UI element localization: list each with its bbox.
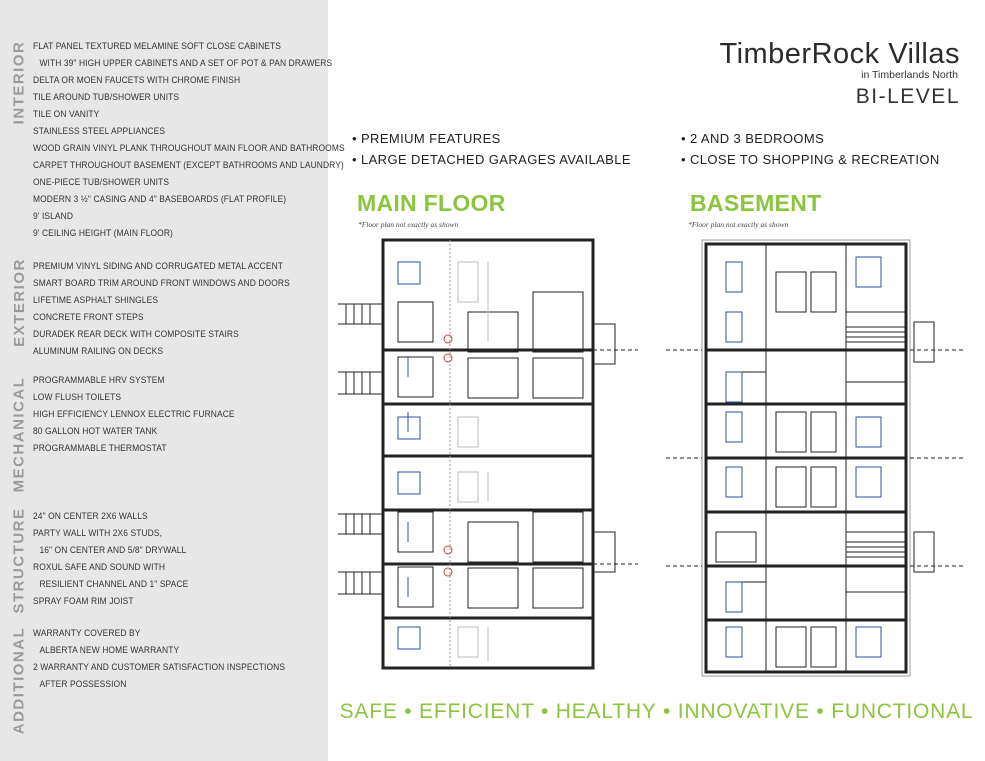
list-item: HIGH EFFICIENCY LENNOX ELECTRIC FURNACE	[33, 409, 235, 419]
list-item: AFTER POSSESSION	[39, 679, 127, 689]
list-item: LOW FLUSH TOILETS	[33, 392, 122, 402]
list-item: WOOD GRAIN VINYL PLANK THROUGHOUT MAIN FLOOR AND BATHROOMS	[33, 143, 345, 153]
list-item: 9' CEILING HEIGHT (MAIN FLOOR)	[33, 228, 173, 238]
structure-label-text: STRUCTURE	[10, 507, 28, 613]
features-right	[681, 128, 940, 170]
list-item: DELTA OR MOEN FAUCETS WITH CHROME FINISH	[33, 75, 241, 85]
mechanical-label	[10, 372, 28, 496]
additional-section	[0, 625, 328, 735]
list-item: PROGRAMMABLE HRV SYSTEM	[33, 375, 165, 385]
additional-list	[33, 625, 307, 693]
home-type: BI-LEVEL	[855, 85, 960, 108]
list-item: LIFETIME ASPHALT SHINGLES	[33, 295, 159, 305]
list-item: SPRAY FOAM RIM JOIST	[33, 596, 134, 606]
list-item: FLAT PANEL TEXTURED MELAMINE SOFT CLOSE CABINETS	[33, 41, 282, 51]
additional-label-text: ADDITIONAL	[10, 626, 28, 734]
list-item: 16" ON CENTER AND 5/8" DRYWALL	[39, 545, 187, 555]
features-sidebar	[0, 0, 345, 761]
list-item: 80 GALLON HOT WATER TANK	[33, 426, 158, 436]
list-item: 2 WARRANTY AND CUSTOMER SATISFACTION INSPECTIONS	[33, 662, 286, 672]
list-item: WARRANTY COVERED BY	[33, 628, 141, 638]
list-item: TILE AROUND TUB/SHOWER UNITS	[33, 92, 180, 102]
list-item: 24" ON CENTER 2X6 WALLS	[33, 511, 148, 521]
list-item: MODERN 3 ½" CASING AND 4" BASEBOARDS (FLAT PROFILE)	[33, 194, 287, 204]
list-item: ALBERTA NEW HOME WARRANTY	[39, 645, 180, 655]
feature-item: • LARGE DETACHED GARAGES AVAILABLE	[352, 152, 631, 167]
page-subtitle: in Timberlands North	[861, 69, 958, 81]
structure-section	[0, 508, 328, 612]
main-floor-plan	[338, 232, 638, 680]
interior-label	[10, 38, 28, 126]
exterior-section	[0, 258, 328, 362]
list-item: DURADEK REAR DECK WITH COMPOSITE STAIRS	[33, 329, 239, 339]
structure-label	[10, 508, 28, 612]
list-item: ONE-PIECE TUB/SHOWER UNITS	[33, 177, 170, 187]
interior-label-text: INTERIOR	[10, 40, 28, 124]
additional-label	[10, 625, 28, 735]
main-floor-heading: MAIN FLOOR	[357, 190, 506, 216]
mechanical-list	[33, 372, 252, 457]
basement-heading: BASEMENT	[690, 190, 822, 216]
footer-tagline: SAFE • EFFICIENT • HEALTHY • INNOVATIVE • FUNCTIONAL	[339, 700, 974, 723]
main-floor-note: *Floor plan not exactly as shown	[358, 220, 459, 229]
list-item: PROGRAMMABLE THERMOSTAT	[33, 443, 167, 453]
list-item: CARPET THROUGHOUT BASEMENT (EXCEPT BATHROOMS AND LAUNDRY)	[33, 160, 344, 170]
list-item: STAINLESS STEEL APPLIANCES	[33, 126, 166, 136]
list-item: TILE ON VANITY	[33, 109, 100, 119]
mechanical-section	[0, 372, 328, 496]
list-item: RESILIENT CHANNEL AND 1" SPACE	[39, 579, 189, 589]
list-item: SMART BOARD TRIM AROUND FRONT WINDOWS AND DOORS	[33, 278, 290, 288]
list-item: CONCRETE FRONT STEPS	[33, 312, 144, 322]
exterior-label	[10, 258, 28, 346]
features-left	[352, 128, 631, 170]
list-item: PARTY WALL WITH 2X6 STUDS,	[33, 528, 163, 538]
list-item: ALUMINUM RAILING ON DECKS	[33, 346, 164, 356]
basement-note: *Floor plan not exactly as shown	[688, 220, 789, 229]
feature-item: • CLOSE TO SHOPPING & RECREATION	[681, 152, 940, 167]
list-item: PREMIUM VINYL SIDING AND CORRUGATED METAL ACCENT	[33, 261, 284, 271]
exterior-list	[33, 258, 312, 360]
feature-item: • 2 AND 3 BEDROOMS	[681, 131, 825, 146]
mechanical-label-text: MECHANICAL	[10, 376, 28, 492]
feature-item: • PREMIUM FEATURES	[352, 131, 501, 146]
list-item: WITH 39" HIGH UPPER CABINETS AND A SET OF POT & PAN DRAWERS	[39, 58, 333, 68]
page-title: TimberRock Villas	[719, 38, 960, 70]
structure-list	[33, 508, 202, 610]
basement-plan	[666, 232, 966, 680]
list-item: ROXUL SAFE AND SOUND WITH	[33, 562, 166, 572]
exterior-label-text: EXTERIOR	[10, 257, 28, 347]
list-item: 9' ISLAND	[33, 211, 74, 221]
interior-list	[33, 38, 372, 242]
interior-section	[0, 38, 345, 246]
